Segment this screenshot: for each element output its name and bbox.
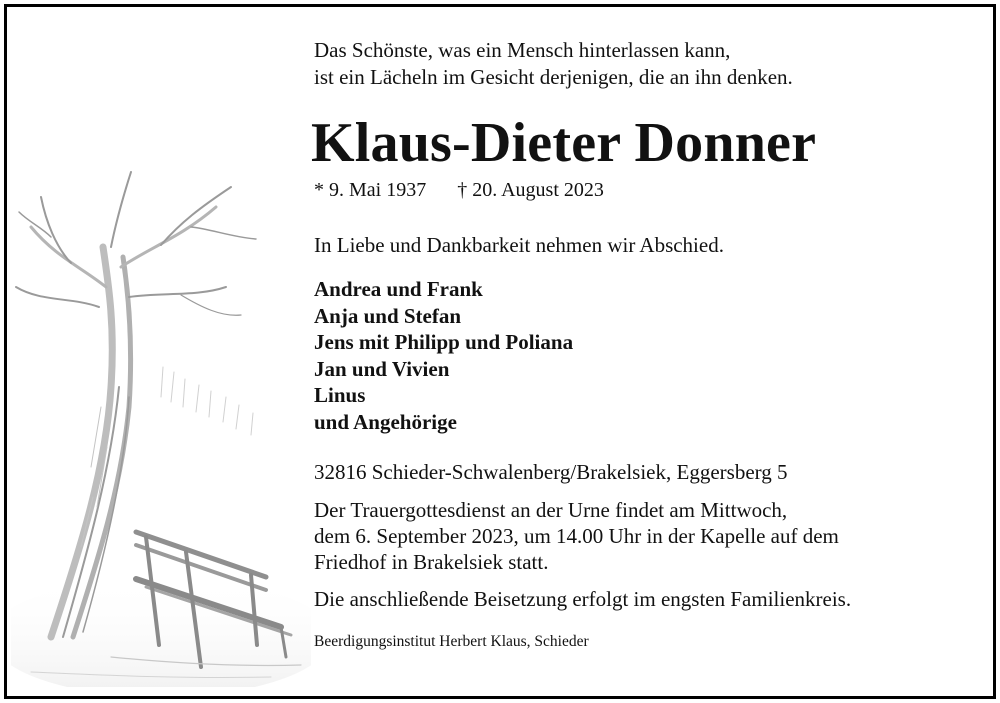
farewell-text: In Liebe und Dankbarkeit nehmen wir Abschied. bbox=[314, 233, 724, 257]
service-line: dem 6. September 2023, um 14.00 Uhr in der Kapelle auf dem bbox=[314, 524, 839, 548]
obituary-frame bbox=[4, 4, 996, 699]
obituary-text bbox=[311, 37, 974, 652]
deceased-name: Klaus-Dieter Donner bbox=[311, 112, 817, 174]
quote-line: ist ein Lächeln im Gesicht derjenigen, die an ihn denken. bbox=[314, 65, 793, 89]
mourners-list bbox=[314, 276, 974, 435]
mourner: Andrea und Frank bbox=[314, 277, 483, 301]
family-address: 32816 Schieder-Schwalenberg/Brakelsiek, Eggersberg 5 bbox=[314, 460, 788, 484]
mourner: Anja und Stefan bbox=[314, 303, 462, 328]
death-date: † 20. August 2023 bbox=[457, 179, 604, 201]
mourner: Linus bbox=[314, 383, 366, 407]
birth-date: * 9. Mai 1937 bbox=[314, 179, 427, 201]
mourner: Jan und Vivien bbox=[314, 356, 450, 381]
mourner: Jens mit Philipp und Poliana bbox=[314, 330, 574, 354]
life-dates bbox=[314, 178, 974, 202]
service-line: Der Trauergottesdienst an der Urne findet am Mittwoch, bbox=[314, 498, 788, 522]
service-info bbox=[314, 497, 974, 575]
undertaker: Beerdigungsinstitut Herbert Klaus, Schieder bbox=[314, 633, 589, 650]
mourner: und Angehörige bbox=[314, 409, 457, 434]
quote bbox=[314, 37, 974, 91]
quote-line: Das Schönste, was ein Mensch hinterlassen kann, bbox=[314, 38, 731, 62]
burial-info: Die anschließende Beisetzung erfolgt im engsten Familienkreis. bbox=[314, 587, 852, 611]
tree-bench-illustration bbox=[11, 167, 311, 687]
service-line: Friedhof in Brakelsiek statt. bbox=[314, 550, 549, 574]
